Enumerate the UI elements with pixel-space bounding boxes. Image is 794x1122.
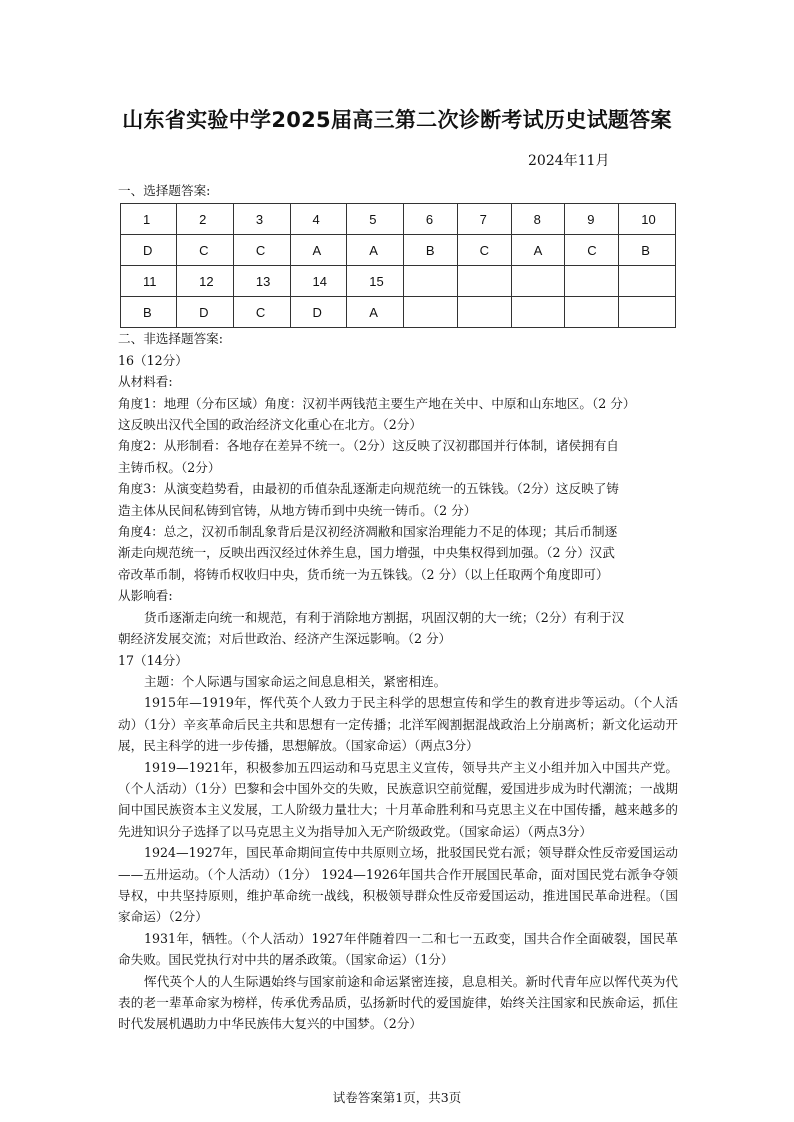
impact-line-1: 货币逐渐走向统一和规范，有利于消除地方割据，巩固汉朝的大一统；（2分）有利于汉 <box>144 609 625 625</box>
exam-date: 2024年11月 <box>528 153 610 169</box>
q17-paragraph-conclusion: 恽代英个人的人生际遇始终与国家前途和命运紧密连接，息息相关。新时代青年应以恽代英为代表的老一辈革命家为榜样，传承优秀品质，弘扬新时代的爱国旋律，始终关注国家和民族命运，抓住时代发展机遇助力中华民族伟大复兴的中国梦。（2分） <box>118 973 678 1032</box>
answer-table-cell: 8 <box>511 204 565 235</box>
answer-table-cell: 6 <box>403 204 457 235</box>
impact-line-2: 朝经济发展交流；对后世政治、经济产生深远影响。（2 分） <box>118 631 452 647</box>
section1-heading: 一、选择题答案: <box>118 183 211 198</box>
answer-table-cell: A <box>290 235 347 266</box>
answer-table-cell <box>565 266 619 297</box>
answer-table-cell: 3 <box>233 204 290 235</box>
angle-3-line-1: 角度3：从演变趋势看，由最初的币值杂乱逐渐走向规范统一的五铢钱。（2分）这反映了铸 <box>118 481 619 497</box>
answer-table-cell <box>457 266 511 297</box>
page-title: 山东省实验中学2025届高三第二次诊断考试历史试题答案 <box>122 108 672 132</box>
q17-paragraph-1915: 1915年—1919年，恽代英个人致力于民主科学的思想宣传和学生的教育进步等运动。（个人活动）（1分）辛亥革命后民主共和思想有一定传播；北洋军阀割据混战政治上分崩离析；新文化运动开展，民主科学的进一步传播，思想解放。（国家命运）（两点3分） <box>118 695 678 754</box>
answer-table-cell: 13 <box>233 266 290 297</box>
answer-content <box>118 180 678 1035</box>
answer-table-cell <box>511 297 565 328</box>
answer-table-cell: 1 <box>121 204 177 235</box>
answer-table-cell <box>619 297 676 328</box>
angle-2-line-2: 主铸币权。（2分） <box>118 459 221 475</box>
from-material-heading: 从材料看: <box>118 374 173 390</box>
answer-table-cell <box>511 266 565 297</box>
answer-table-cell <box>619 266 676 297</box>
answer-table-cell: C <box>233 297 290 328</box>
question-17-label: 17（14分） <box>118 652 188 668</box>
answer-table-cell: D <box>177 297 234 328</box>
answer-table-cell: 9 <box>565 204 619 235</box>
answer-table-cell <box>403 266 457 297</box>
answer-table-cell <box>457 297 511 328</box>
multiple-choice-answer-table <box>120 203 676 328</box>
angle-2-line-1: 角度2：从形制看：各地存在差异不统一。（2分）这反映了汉初郡国并行体制，诸侯拥有自 <box>118 438 619 454</box>
answer-table-cell: C <box>233 235 290 266</box>
answer-table-cell: 12 <box>177 266 234 297</box>
question-17-theme: 主题：个人际遇与国家命运之间息息相关，紧密相连。 <box>144 673 447 689</box>
answer-table-row <box>121 204 676 235</box>
answer-table-cell: 5 <box>347 204 404 235</box>
question-16-label: 16（12分） <box>118 352 188 368</box>
answer-table-cell: A <box>347 297 404 328</box>
page-footer: 试卷答案第1页，共3页 <box>332 1090 462 1105</box>
answer-table-cell: A <box>511 235 565 266</box>
angle-4-line-3: 帝改革币制，将铸币权收归中央，货币统一为五铢钱。（2 分）（以上任取两个角度即可） <box>118 566 609 582</box>
angle-4-line-2: 渐走向规范统一，反映出西汉经过休养生息，国力增强，中央集权得到加强。（2 分）汉武 <box>118 545 615 561</box>
q17-paragraph-1924: 1924—1927年，国民革命期间宣传中共原则立场，批驳国民党右派；领导群众性反帝爱国运动——五卅运动。（个人活动）（1分） 1924—1926年国共合作开展国民革命，面对国民党右派争夺领导权，中共坚持原则，维护革命统一战线，积极领导群众性反帝爱国运动，推进国民革命进程。（国家命运）（2分） <box>118 845 678 925</box>
angle-1-line-1: 角度1：地理（分布区域）角度：汉初半两钱范主要生产地在关中、中原和山东地区。（2 分） <box>118 395 636 411</box>
answer-table-cell: 11 <box>121 266 177 297</box>
q17-paragraph-1931: 1931年，牺牲。（个人活动）1927年伴随着四一二和七一五政变，国共合作全面破裂，国民革命失败。国民党执行对中共的屠杀政策。（国家命运）（1分） <box>118 930 678 968</box>
q17-paragraph-1919: 1919—1921年，积极参加五四运动和马克思主义宣传，领导共产主义小组并加入中国共产党。（个人活动）（1分）巴黎和会中国外交的失败，民族意识空前觉醒，爱国进步成为时代潮流；一战期间中国民族资本主义发展，工人阶级力量壮大；十月革命胜利和马克思主义在中国传播，越来越多的先进知识分子选择了以马克思主义为指导加入无产阶级政党。（国家命运）（两点3分） <box>118 759 678 839</box>
answer-table-cell: 15 <box>347 266 404 297</box>
answer-table-cell: B <box>619 235 676 266</box>
answer-table-cell <box>565 297 619 328</box>
answer-table-cell: 14 <box>290 266 347 297</box>
from-impact-heading: 从影响看: <box>118 588 173 604</box>
answer-table-cell: 2 <box>177 204 234 235</box>
answer-table-cell: C <box>457 235 511 266</box>
answer-table-row <box>121 235 676 266</box>
answer-table-cell: A <box>347 235 404 266</box>
answer-table-row <box>121 297 676 328</box>
section2-heading: 二、非选择题答案: <box>118 331 223 347</box>
angle-4-line-1: 角度4：总之，汉初币制乱象背后是汉初经济凋敝和国家治理能力不足的体现；其后币制逐 <box>118 524 618 540</box>
answer-table-cell: C <box>565 235 619 266</box>
answer-table-cell: D <box>290 297 347 328</box>
answer-table-cell: 4 <box>290 204 347 235</box>
answer-table-cell: 10 <box>619 204 676 235</box>
answer-table-row <box>121 266 676 297</box>
angle-3-line-2: 造主体从民间私铸到官铸，从地方铸币到中央统一铸币。（2 分） <box>118 502 477 518</box>
answer-table-cell: D <box>121 235 177 266</box>
answer-table-cell <box>403 297 457 328</box>
angle-1-line-2: 这反映出汉代全国的政治经济文化重心在北方。（2分） <box>118 417 422 433</box>
answer-table-cell: B <box>403 235 457 266</box>
answer-table-cell: 7 <box>457 204 511 235</box>
answer-table-cell: C <box>177 235 234 266</box>
answer-table-cell: B <box>121 297 177 328</box>
